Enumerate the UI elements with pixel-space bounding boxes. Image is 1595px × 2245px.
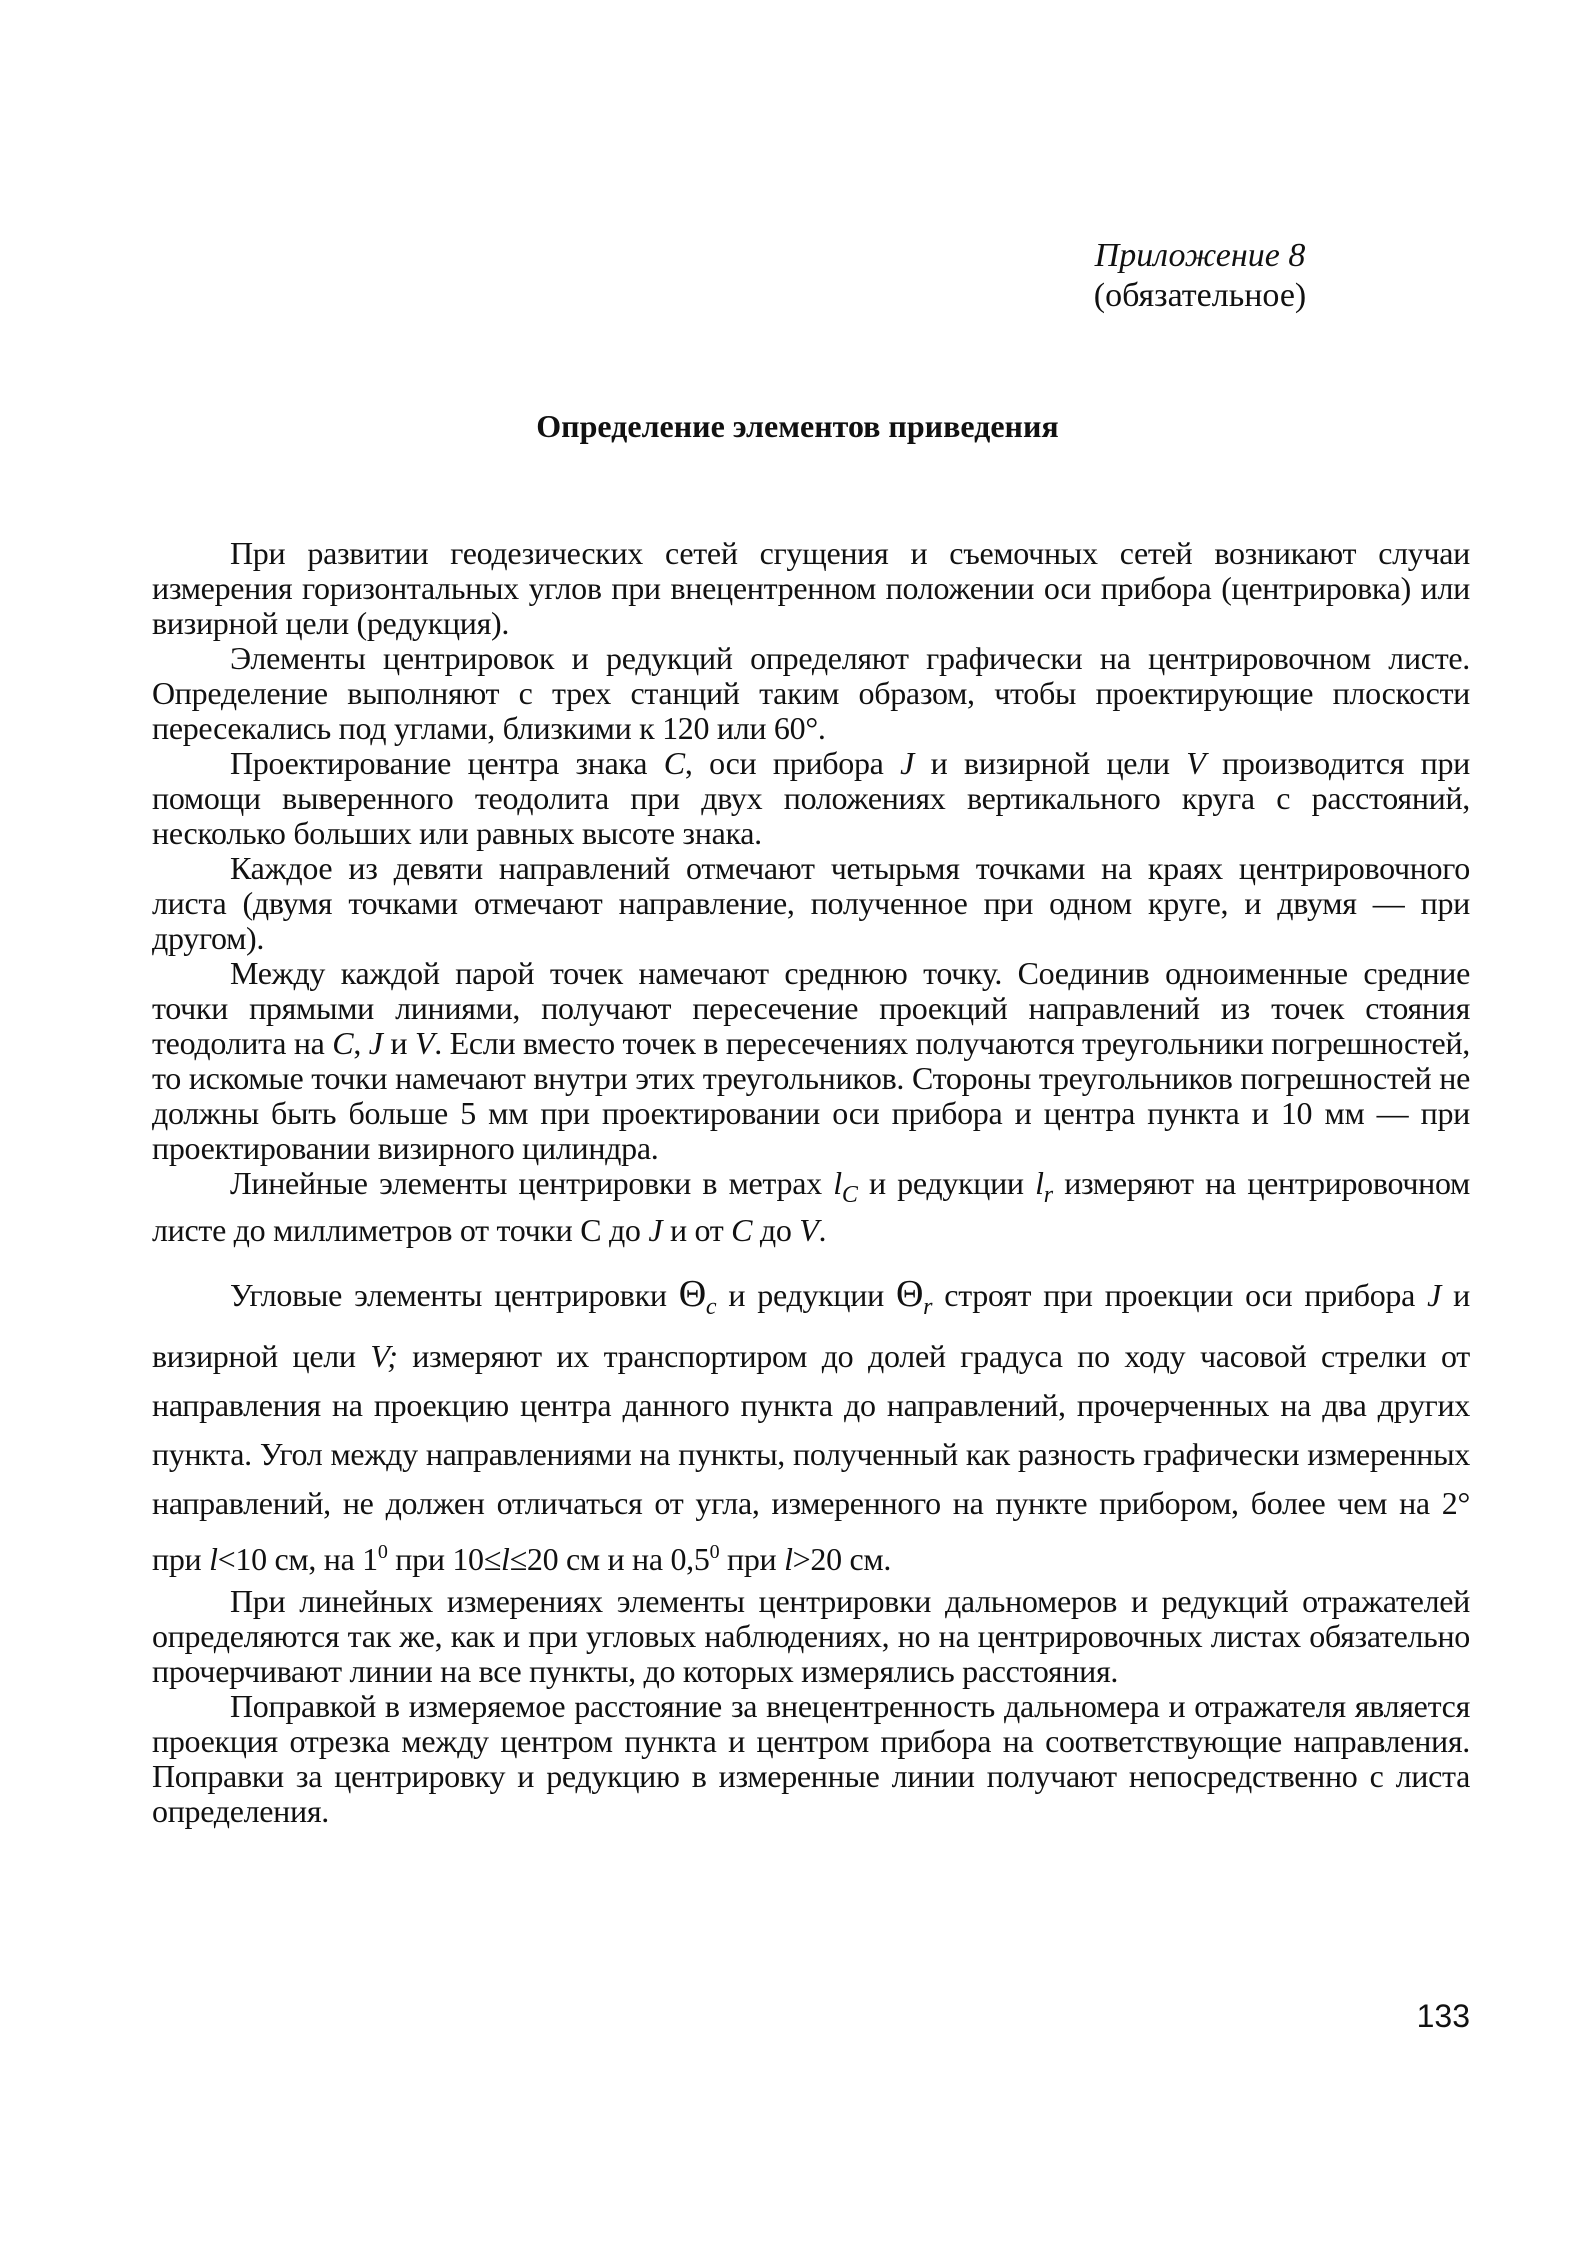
paragraph-4: Каждое из девяти направлений отмечают четырьмя точками на краях центрировочного листа (двумя точками отмечают направление, полученное при одном круге, и двумя — при другом). — [152, 850, 1470, 956]
text-span: строят при проекции оси прибора — [932, 1277, 1428, 1313]
paragraph-5 — [152, 956, 1470, 1166]
page-title: Определение элементов приведения — [536, 408, 1059, 444]
paragraph-8: При линейных измерениях элементы центрировки дальномеров и редукций отражателей определяются так же, как и при угловых наблюдениях, но на центрировочных листах обязательно прочерчивают линии на все пункты, до которых измерялись расстояния. — [152, 1583, 1470, 1689]
text-span: ≤20 см и на 0,5 — [509, 1541, 710, 1577]
symbol-l: l — [501, 1541, 510, 1577]
text-span: измеряют на центрировочном листе до миллиметров от точки С до — [152, 1165, 1470, 1248]
symbol-j: J — [648, 1212, 663, 1248]
page-number: 133 — [1416, 1998, 1470, 2034]
text-span: измеряют их транспортиром до долей градуса по ходу часовой стрелки от направления на проекцию центра данного пункта до направлений, прочерченных на два других пункта. Угол между направлениями на пункты, полученный как разность графически измеренных направлений, не должен отличаться от угла, измеренного на пункте прибором, более чем на 2° при — [152, 1338, 1470, 1577]
text-span: Между каждой парой точек намечают среднюю точку. Соединив одноименные средние точки прямыми линиями, получают пересечение проекций направлений из точек стояния теодолита на — [152, 955, 1470, 1061]
appendix-note: (обязательное) — [1093, 277, 1307, 314]
text-span: , — [353, 1025, 369, 1061]
symbol-v: V — [1186, 745, 1206, 781]
symbol-l: l — [784, 1541, 793, 1577]
symbol-c: C — [332, 1025, 354, 1061]
symbol-theta-r-subscript: r — [923, 1294, 933, 1320]
paragraph-3 — [152, 746, 1470, 851]
text-span: и — [382, 1025, 415, 1061]
symbol-theta-c: Θ — [678, 1273, 706, 1315]
text-span: >20 см. — [792, 1541, 892, 1577]
text-span: . — [818, 1212, 827, 1248]
body-text — [152, 536, 1470, 1829]
symbol-j: J — [900, 745, 915, 781]
symbol-theta-c-subscript: c — [705, 1294, 717, 1320]
paragraph-9: Поправкой в измеряемое расстояние за внецентренность дальномера и отражателя является проекция отрезка между центром пункта и центром прибора на соответствующие направления. Поправки за центрировку и редукцию в измеренные линии получают непосредственно с листа определения. — [152, 1688, 1470, 1829]
paragraph-2: Элементы центрировок и редукций определяют графически на центрировочном листе. Определение выполняют с трех станций таким образом, чтобы проектирующие плоскости пересекались под углами, близкими к 120 или 60°. — [152, 640, 1470, 746]
appendix-label: Приложение 8 — [1094, 237, 1306, 274]
text-span: , оси прибора — [684, 745, 901, 781]
symbol-v: V; — [370, 1338, 398, 1374]
symbol-l: l — [209, 1541, 218, 1577]
text-span: при 10≤ — [387, 1541, 502, 1577]
text-span: . Если вместо точек в пересечениях получаются треугольники погрешностей, то искомые точки намечают внутри этих треугольников. Стороны треугольников погрешностей не должны быть больше 5 мм при проектировании оси прибора и центра пункта и 10 мм — при проектировании визирного цилиндра. — [152, 1025, 1470, 1166]
symbol-j: J — [368, 1025, 383, 1061]
text-span: производится при помощи выверенного теодолита при двух положениях вертикального круга с расстояний, несколько больших или равных высоте знака. — [152, 745, 1470, 851]
text-span: <10 см, на 1 — [217, 1541, 378, 1577]
text-span: Угловые элементы центрировки — [230, 1277, 679, 1313]
text-span: Проектирование центра знака — [230, 745, 664, 781]
symbol-v: V — [799, 1212, 819, 1248]
text-span: и визирной цели — [914, 745, 1187, 781]
symbol-c: C — [731, 1212, 753, 1248]
symbol-lc-subscript: C — [841, 1182, 858, 1208]
symbol-c: C — [663, 745, 685, 781]
paragraph-1: При развитии геодезических сетей сгущения и съемочных сетей возникают случаи измерения горизонтальных углов при внецентренном положении оси прибора (центрировка) или визирной цели (редукция). — [152, 535, 1470, 641]
appendix-heading — [1050, 236, 1350, 316]
text-span: до — [752, 1212, 800, 1248]
symbol-v: V — [414, 1025, 435, 1061]
text-span: и редукции — [857, 1165, 1036, 1201]
text-span: и редукции — [716, 1277, 896, 1313]
paragraph-6 — [152, 1166, 1470, 1248]
text-span: и визирной цели — [152, 1277, 1470, 1374]
symbol-lr-subscript: r — [1043, 1182, 1053, 1208]
symbol-lr: l — [1035, 1165, 1044, 1201]
symbol-j: J — [1427, 1277, 1442, 1313]
degree-superscript: 0 — [709, 1541, 720, 1563]
paragraph-7 — [152, 1270, 1470, 1584]
text-span: и от — [662, 1212, 732, 1248]
symbol-lc: l — [833, 1165, 842, 1201]
degree-superscript: 0 — [377, 1541, 388, 1563]
text-span: при — [719, 1541, 785, 1577]
text-span: Линейные элементы центрировки в метрах — [230, 1165, 834, 1201]
symbol-theta-r: Θ — [896, 1273, 924, 1315]
